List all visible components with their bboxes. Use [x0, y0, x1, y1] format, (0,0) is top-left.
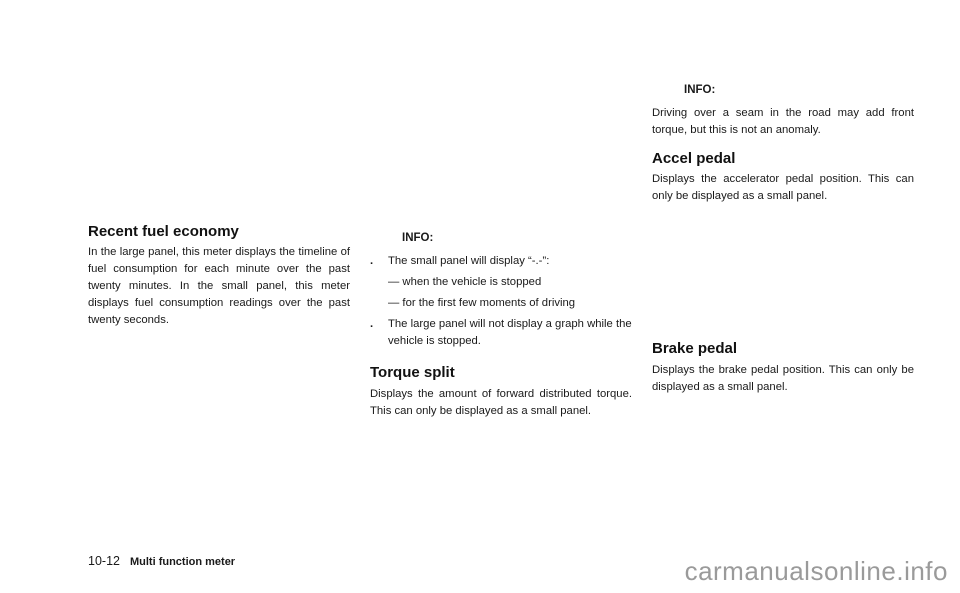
heading-torque-split: Torque split — [370, 364, 455, 381]
info-bullet-1 — [370, 253, 632, 270]
info-bullet-2-text: The large panel will not display a graph while the vehicle is stopped. — [388, 318, 632, 347]
info-label-middle: INFO: — [402, 232, 434, 244]
info-subitem-2: — for the first few moments of driving — [388, 297, 576, 309]
info-text-right: Driving over a seam in the road may add front torque, but this is not an anomaly. — [652, 107, 914, 136]
info-subitem-1: — when the vehicle is stopped — [388, 276, 542, 288]
watermark: carmanualsonline.info — [684, 556, 948, 586]
section-info-right — [652, 84, 914, 205]
page-footer — [88, 554, 235, 568]
heading-accel-pedal: Accel pedal — [652, 150, 736, 167]
section-brake-pedal — [652, 340, 914, 396]
bullet-marker: . — [370, 255, 374, 267]
recent-fuel-economy-text: In the large panel, this meter displays the timeline of fuel consumption for each minute over the past twenty minutes. In the small panel, this meter displays fuel consumption readings over the past twenty seconds. — [88, 246, 350, 326]
heading-brake-pedal: Brake pedal — [652, 340, 738, 357]
footer-section-title: Multi function meter — [129, 556, 236, 568]
heading-recent-fuel-economy: Recent fuel economy — [88, 223, 239, 240]
section-info-middle — [370, 232, 632, 420]
info-bullet-2 — [370, 316, 632, 350]
bullet-marker: . — [370, 318, 374, 330]
accel-pedal-text: Displays the accelerator pedal position. This can only be displayed as a small panel. — [652, 173, 914, 202]
info-bullet-1-text: The small panel will display “-.-”: — [388, 255, 550, 267]
info-label-right: INFO: — [684, 84, 716, 96]
page-number: 10-12 — [88, 554, 120, 568]
torque-split-text: Displays the amount of forward distributed torque. This can only be displayed as a small panel. — [370, 388, 632, 417]
brake-pedal-text: Displays the brake pedal position. This can only be displayed as a small panel. — [652, 364, 914, 393]
section-recent-fuel-economy — [88, 223, 350, 329]
